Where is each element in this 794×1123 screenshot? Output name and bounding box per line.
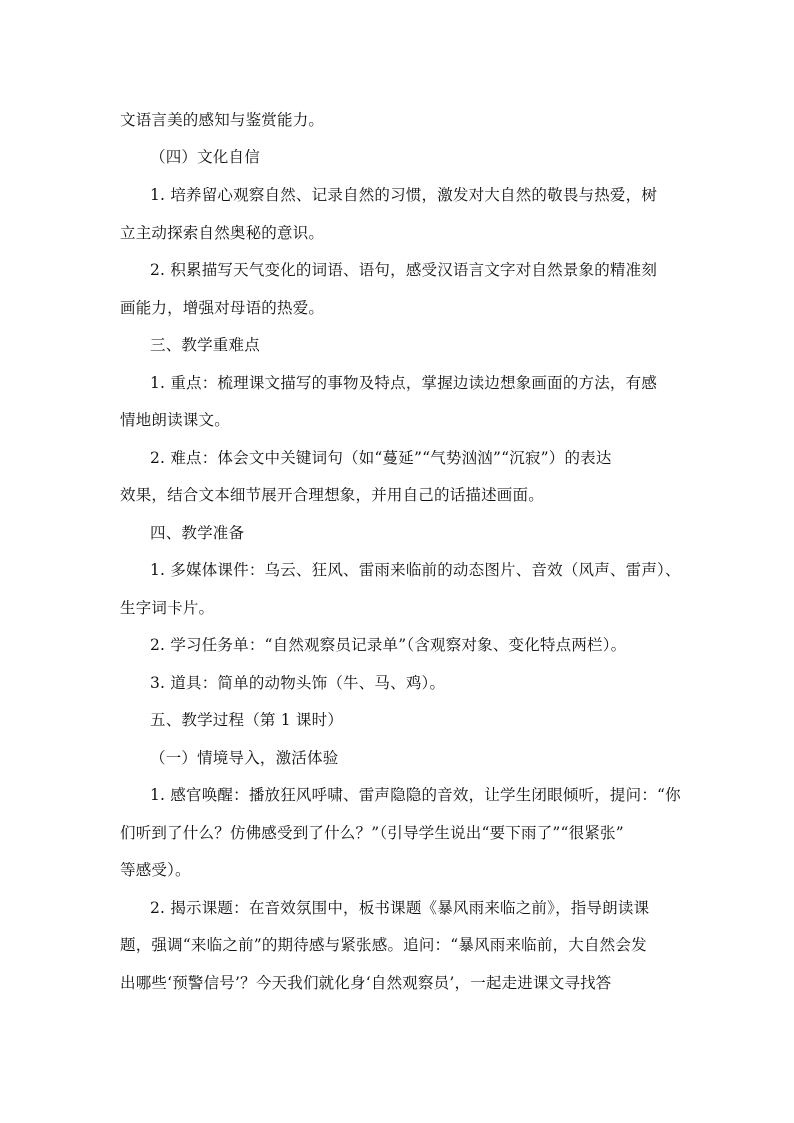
text-line: 文语言美的感知与鉴赏能力。	[120, 111, 325, 129]
text-line: 情地朗读课文。	[120, 411, 230, 429]
text-line: 1. 培养留心观察自然、记录自然的习惯，激发对大自然的敬畏与热爱，树	[150, 186, 658, 204]
text-line: 2. 揭示课题：在音效氛围中，板书课题《暴风雨来临之前》，指导朗读课	[150, 899, 650, 917]
section-heading: 五、教学过程（第 1 课时）	[150, 711, 344, 729]
text-line: 立主动探索自然奥秘的意识。	[120, 224, 325, 242]
section-heading: 四、教学准备	[150, 524, 245, 542]
text-line: 出哪些‘预警信号’？今天我们就化身‘自然观察员’，一起走进课文寻找答	[120, 974, 612, 992]
text-line: 1. 重点：梳理课文描写的事物及特点，掌握边读边想象画面的方法，有感	[150, 374, 658, 392]
section-heading: 三、教学重难点	[150, 336, 260, 354]
text-line: 题，强调“来临之前”的期待感与紧张感。追问：“暴风雨来临前，大自然会发	[120, 936, 647, 954]
section-heading: （四）文化自信	[150, 148, 260, 166]
text-line: 画能力，增强对母语的热爱。	[120, 299, 325, 317]
text-line: 1. 感官唤醒：播放狂风呼啸、雷声隐隐的音效，让学生闭眼倾听，提问：“你	[150, 786, 681, 804]
section-heading: （一）情境导入，激活体验	[150, 749, 339, 767]
text-line: 3. 道具：简单的动物头饰（牛、马、鸡）。	[150, 674, 446, 692]
text-line: 2. 难点：体会文中关键词句（如“蔓延”“气势汹汹”“沉寂”）的表达	[150, 449, 612, 467]
text-line: 生字词卡片。	[120, 599, 215, 617]
text-line: 2. 积累描写天气变化的词语、语句，感受汉语言文字对自然景象的精准刻	[150, 261, 658, 279]
text-line: 们听到了什么？仿佛感受到了什么？”（引导学生说出“要下雨了”“很紧张”	[120, 824, 624, 842]
text-line: 1. 多媒体课件：乌云、狂风、雷雨来临前的动态图片、音效（风声、雷声）、	[150, 561, 681, 579]
text-line: 效果，结合文本细节展开合理想象，并用自己的话描述画面。	[120, 486, 544, 504]
text-line: 等感受）。	[120, 861, 191, 879]
text-line: 2. 学习任务单：“自然观察员记录单”（含观察对象、变化特点两栏）。	[150, 636, 627, 654]
